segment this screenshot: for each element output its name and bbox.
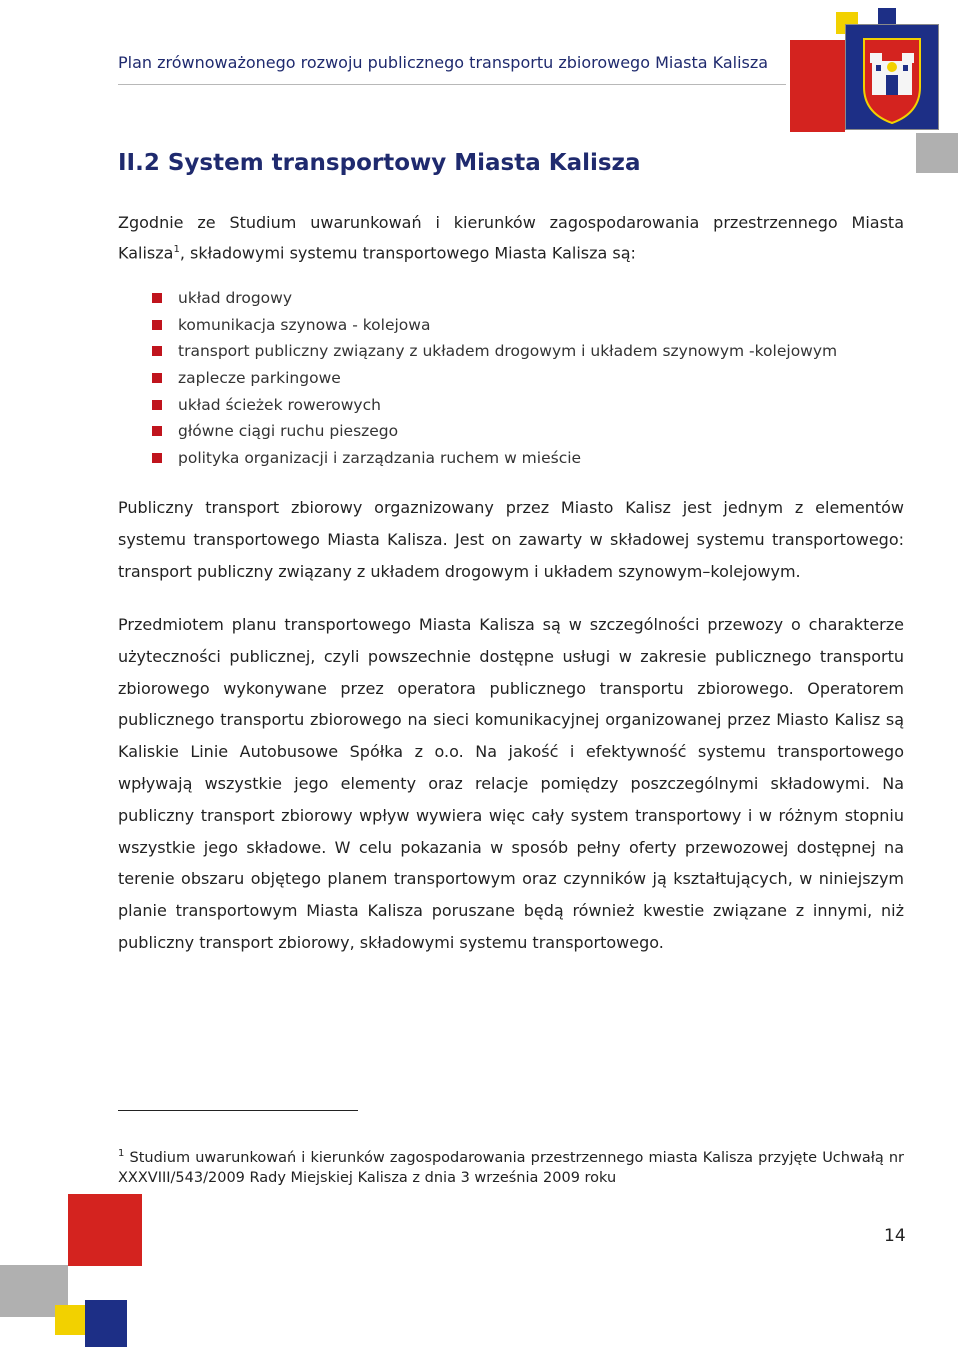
- deco-red-block: [790, 40, 845, 132]
- footnote-divider: [118, 1110, 358, 1111]
- section-title: II.2 System transportowy Miasta Kalisza: [118, 150, 641, 176]
- bullet-square-icon: [152, 426, 162, 436]
- footnote-reference: 1: [173, 244, 180, 255]
- header-divider: [118, 84, 786, 85]
- bullet-square-icon: [152, 346, 162, 356]
- bullet-square-icon: [152, 373, 162, 383]
- intro-text-part2: , składowymi systemu transportowego Miasta Kalisza są:: [179, 243, 636, 263]
- list-item: polityka organizacji i zarządzania ruchem w mieście: [152, 445, 837, 472]
- deco-red-square-bottom: [68, 1194, 142, 1266]
- paragraph-public-transport: Publiczny transport zbiorowy orgaznizowany przez Miasto Kalisz jest jednym z elementów systemu transportowego Miasta Kalisza. Jest on zawarty w składowej systemu transportowego: transport publiczny związany z układem drogowym i układem szynowym–kolejowym.: [118, 498, 904, 581]
- bullet-square-icon: [152, 453, 162, 463]
- list-item: transport publiczny związany z układem drogowym i układem szynowym -kolejowym: [152, 338, 837, 365]
- paragraph-plan-subject: Przedmiotem planu transportowego Miasta Kalisza są w szczególności przewozy o charakterze użyteczności publicznej, czyli powszechnie dostępne usługi w zakresie publicznego transportu zbiorowego wykonywane przez operatora publicznego transportu zbiorowego. Operatorem publicznego transportu zbiorowego na sieci komunikacyjnej organizowanej przez Miasto Kalisz są Kaliskie Linie Autobusowe Spółka z o.o. Na jakość i efektywność systemu transportowego wpływają wszystkie jego elementy oraz relacje pomiędzy poszczególnymi składowymi. Na publiczny transport zbiorowy wpływ wywiera więc cały system transportowy i w różnym stopniu wszystkie jego składowe. W celu pokazania w sposób pełny oferty przewozowej dostępnej na terenie obszaru objętego planem transportowym oraz czynników ją kształtujących, w niniejszym planie transportowym Miasta Kalisza poruszane będą również kwestie związane z innymi, niż publiczny transport zbiorowy, składowymi systemu transportowego.: [118, 615, 904, 952]
- deco-navy-block-bottom: [85, 1300, 127, 1347]
- deco-gray-square: [916, 133, 958, 173]
- list-item: zaplecze parkingowe: [152, 365, 837, 392]
- transport-components-list: [152, 285, 837, 472]
- bullet-square-icon: [152, 400, 162, 410]
- list-item: układ ścieżek rowerowych: [152, 392, 837, 419]
- bullet-square-icon: [152, 320, 162, 330]
- list-item: komunikacja szynowa - kolejowa: [152, 312, 837, 339]
- page-number: 14: [884, 1226, 906, 1246]
- deco-yellow-square-bottom: [55, 1305, 85, 1335]
- list-item: układ drogowy: [152, 285, 837, 312]
- coat-of-arms-emblem: [845, 24, 939, 130]
- footnote-text: Studium uwarunkowań i kierunków zagospodarowania przestrzennego miasta Kalisza przyjęte Uchwałą nr XXXVIII/543/2009 Rady Miejskiej Kalisza z dnia 3 września 2009 roku: [118, 1149, 904, 1186]
- list-item: główne ciągi ruchu pieszego: [152, 418, 837, 445]
- running-header: Plan zrównoważonego rozwoju publicznego transportu zbiorowego Miasta Kalisza: [118, 53, 769, 72]
- footnote-marker: 1: [118, 1148, 125, 1159]
- intro-text-part1: Zgodnie ze Studium uwarunkowań i kierunków zagospodarowania przestrzennego Miasta Kalisza: [118, 213, 904, 263]
- footnote: [118, 1144, 904, 1188]
- bullet-square-icon: [152, 293, 162, 303]
- intro-paragraph: [118, 209, 904, 266]
